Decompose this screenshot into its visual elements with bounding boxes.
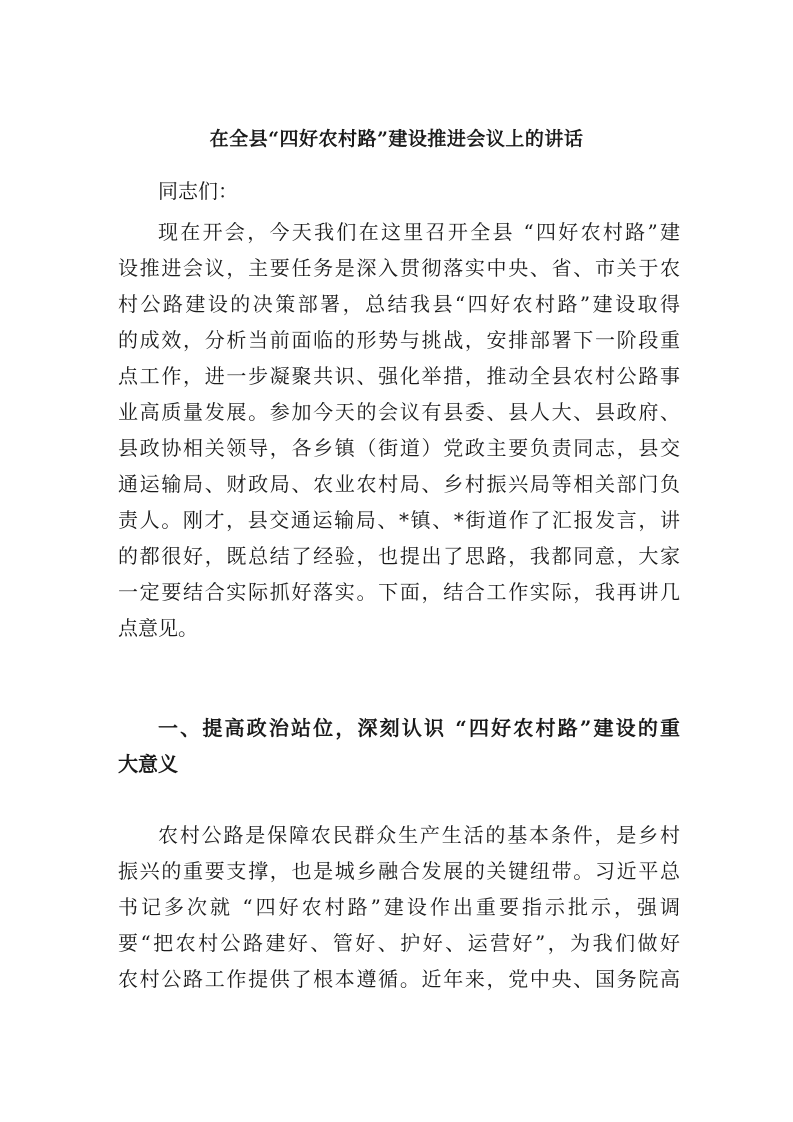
paragraph-opening (118, 214, 680, 646)
paragraph-line: 点工作，进一步凝聚共识、强化举措，推动全县农村公路事 (118, 364, 680, 388)
paragraph-line: 一定要结合实际抓好落实。下面，结合工作实际，我再讲几 (118, 580, 680, 604)
paragraph-line: 农村公路工作提供了根本遵循。近年来，党中央、国务院高 (118, 967, 680, 991)
paragraph-line: 现在开会，今天我们在这里召开全县 “四好农村路”建 (158, 220, 680, 244)
salutation: 同志们： (158, 179, 238, 203)
heading-line: 一、提高政治站位，深刻认识 “四好农村路”建设的重 (158, 716, 680, 740)
paragraph-line: 农村公路是保障农民群众生产生活的基本条件，是乡村 (158, 823, 680, 847)
paragraph-line: 点意见。 (118, 616, 198, 640)
section-heading-1 (118, 710, 680, 782)
heading-line: 大意义 (118, 752, 178, 776)
paragraph-line: 责人。刚才，县交通运输局、*镇、*街道作了汇报发言，讲 (118, 508, 680, 532)
paragraph-line: 的成效，分析当前面临的形势与挑战，安排部署下一阶段重 (118, 328, 680, 352)
paragraph-line: 村公路建设的决策部署，总结我县“四好农村路”建设取得 (118, 292, 680, 316)
paragraph-line: 要“把农村公路建好、管好、护好、运营好”，为我们做好 (118, 931, 680, 955)
paragraph-line: 振兴的重要支撑，也是城乡融合发展的关键纽带。习近平总 (118, 859, 680, 883)
document-title: 在全县“四好农村路”建设推进会议上的讲话 (209, 128, 584, 150)
paragraph-line: 设推进会议，主要任务是深入贯彻落实中央、省、市关于农 (118, 256, 680, 280)
paragraph-line: 业高质量发展。参加今天的会议有县委、县人大、县政府、 (118, 400, 680, 424)
paragraph-section-1 (118, 817, 680, 997)
paragraph-line: 的都很好，既总结了经验，也提出了思路，我都同意，大家 (118, 544, 680, 568)
salutation-block (118, 173, 680, 209)
paragraph-line: 县政协相关领导，各乡镇（街道）党政主要负责同志，县交 (118, 436, 680, 460)
paragraph-line: 通运输局、财政局、农业农村局、乡村振兴局等相关部门负 (118, 472, 680, 496)
paragraph-line: 书记多次就 “四好农村路”建设作出重要指示批示，强调 (118, 895, 680, 919)
